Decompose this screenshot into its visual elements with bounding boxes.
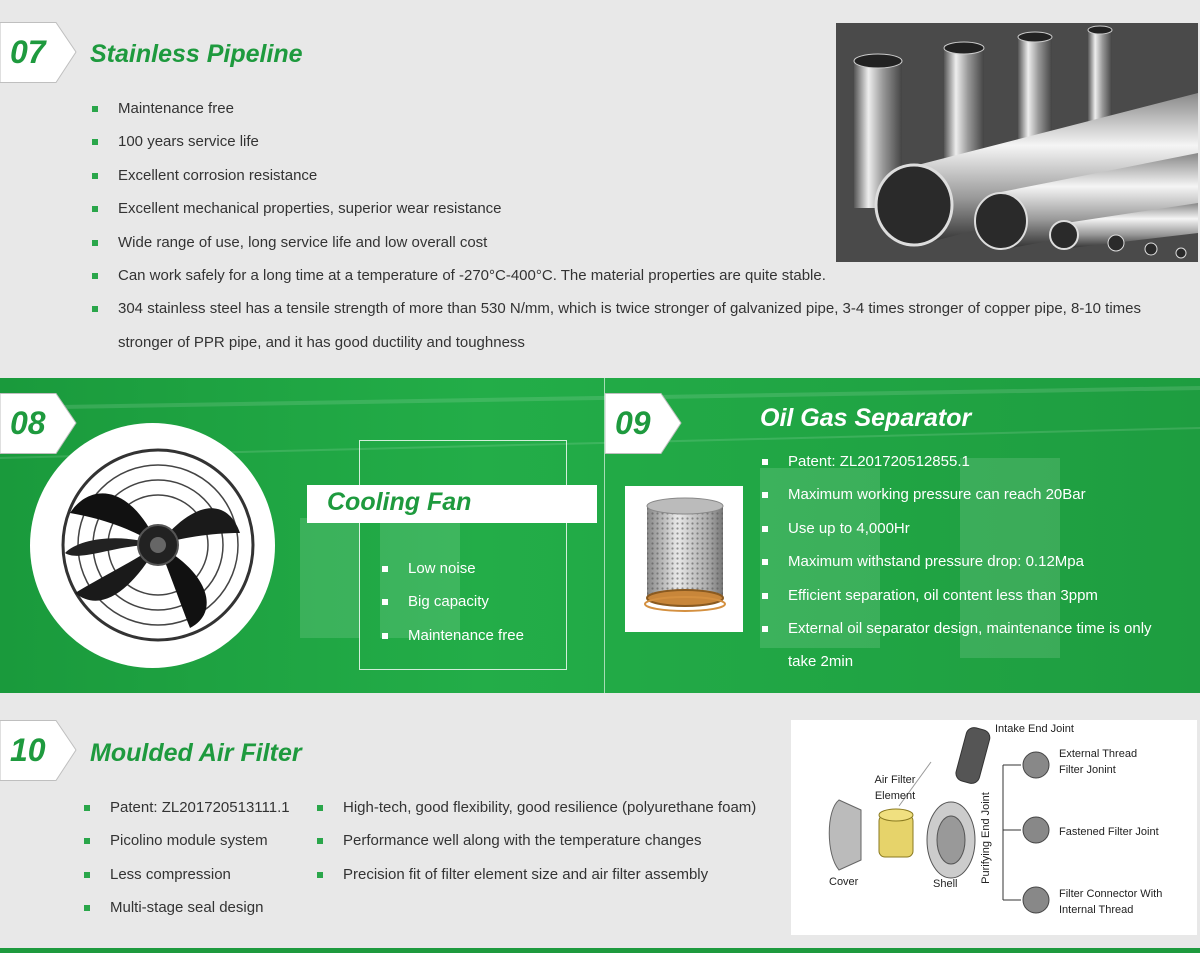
list-item: Wide range of use, long service life and low overall cost bbox=[90, 226, 1200, 259]
oil-separator-image bbox=[625, 486, 743, 632]
diagram-label-air-filter: Air Filter Element bbox=[874, 774, 916, 802]
section-stainless-pipeline bbox=[0, 0, 1200, 378]
list-item: Excellent mechanical properties, superior wear resistance bbox=[90, 192, 1200, 225]
section-moulded-air-filter bbox=[0, 693, 1200, 953]
section-title: Cooling Fan bbox=[327, 488, 472, 516]
list-item: Use up to 4,000Hr bbox=[760, 512, 1180, 545]
feature-list bbox=[760, 445, 1180, 679]
list-item: Efficient separation, oil content less than 3ppm bbox=[760, 579, 1180, 612]
list-item: Precision fit of filter element size and air filter assembly bbox=[315, 858, 775, 891]
section-number: 07 bbox=[10, 34, 46, 70]
cooling-fan-label bbox=[307, 485, 597, 523]
section-number: 10 bbox=[10, 732, 46, 768]
diagram-label-external-thread: External Thread Filter Jonint bbox=[1059, 748, 1138, 776]
list-item: 304 stainless steel has a tensile strength of more than 530 N/mm, which is twice stronger of galvanized pipe, 3-4 times stronger of copper pipe, 8-10 times stronger of PPR pipe, and it has good ductility and toughness bbox=[90, 292, 1200, 359]
list-item: Maximum withstand pressure drop: 0.12Mpa bbox=[760, 545, 1180, 578]
feature-list-left bbox=[82, 791, 290, 925]
air-filter-diagram bbox=[791, 720, 1197, 935]
list-item: Excellent corrosion resistance bbox=[90, 159, 1200, 192]
feature-list bbox=[380, 552, 524, 652]
diagram-label-purifying: Purifying End Joint bbox=[980, 792, 992, 884]
diagram-label-cover: Cover bbox=[829, 876, 859, 888]
list-item: Picolino module system bbox=[82, 824, 290, 857]
list-item: External oil separator design, maintenance time is only take 2min bbox=[760, 612, 1180, 679]
section-number-badge bbox=[605, 393, 685, 453]
section-title: Moulded Air Filter bbox=[90, 739, 302, 767]
list-item: Patent: ZL201720513111.1 bbox=[82, 791, 290, 824]
list-item: 100 years service life bbox=[90, 125, 1200, 158]
stainless-pipe-image bbox=[836, 23, 1198, 262]
list-item: Maintenance free bbox=[380, 619, 524, 652]
bottom-accent-line bbox=[0, 948, 1200, 953]
section-number: 08 bbox=[10, 405, 46, 441]
section-number-badge bbox=[0, 720, 80, 780]
diagram-label-connector: Filter Connector With Internal Thread bbox=[1059, 888, 1163, 916]
list-item: Performance well along with the temperature changes bbox=[315, 824, 775, 857]
section-number-badge bbox=[0, 22, 80, 82]
section-number: 09 bbox=[615, 405, 651, 441]
list-item: Less compression bbox=[82, 858, 290, 891]
diagram-label-shell: Shell bbox=[933, 878, 958, 890]
list-item: Big capacity bbox=[380, 585, 524, 618]
cooling-fan-image bbox=[30, 423, 275, 668]
diagram-label-fastened: Fastened Filter Joint bbox=[1059, 826, 1159, 838]
section-title: Stainless Pipeline bbox=[90, 40, 303, 68]
section-title: Oil Gas Separator bbox=[760, 404, 972, 432]
list-item: Can work safely for a long time at a temperature of -270°C-400°C. The material properties are quite stable. bbox=[90, 259, 1200, 292]
list-item: High-tech, good flexibility, good resilience (polyurethane foam) bbox=[315, 791, 775, 824]
list-item: Maximum working pressure can reach 20Bar bbox=[760, 478, 1180, 511]
feature-list-right bbox=[315, 791, 775, 891]
section-fan-separator bbox=[0, 378, 1200, 693]
list-item: Low noise bbox=[380, 552, 524, 585]
list-item: Patent: ZL201720512855.1 bbox=[760, 445, 1180, 478]
list-item: Multi-stage seal design bbox=[82, 891, 290, 924]
diagram-label-intake: Intake End Joint bbox=[995, 723, 1074, 735]
list-item: Maintenance free bbox=[90, 92, 1200, 125]
